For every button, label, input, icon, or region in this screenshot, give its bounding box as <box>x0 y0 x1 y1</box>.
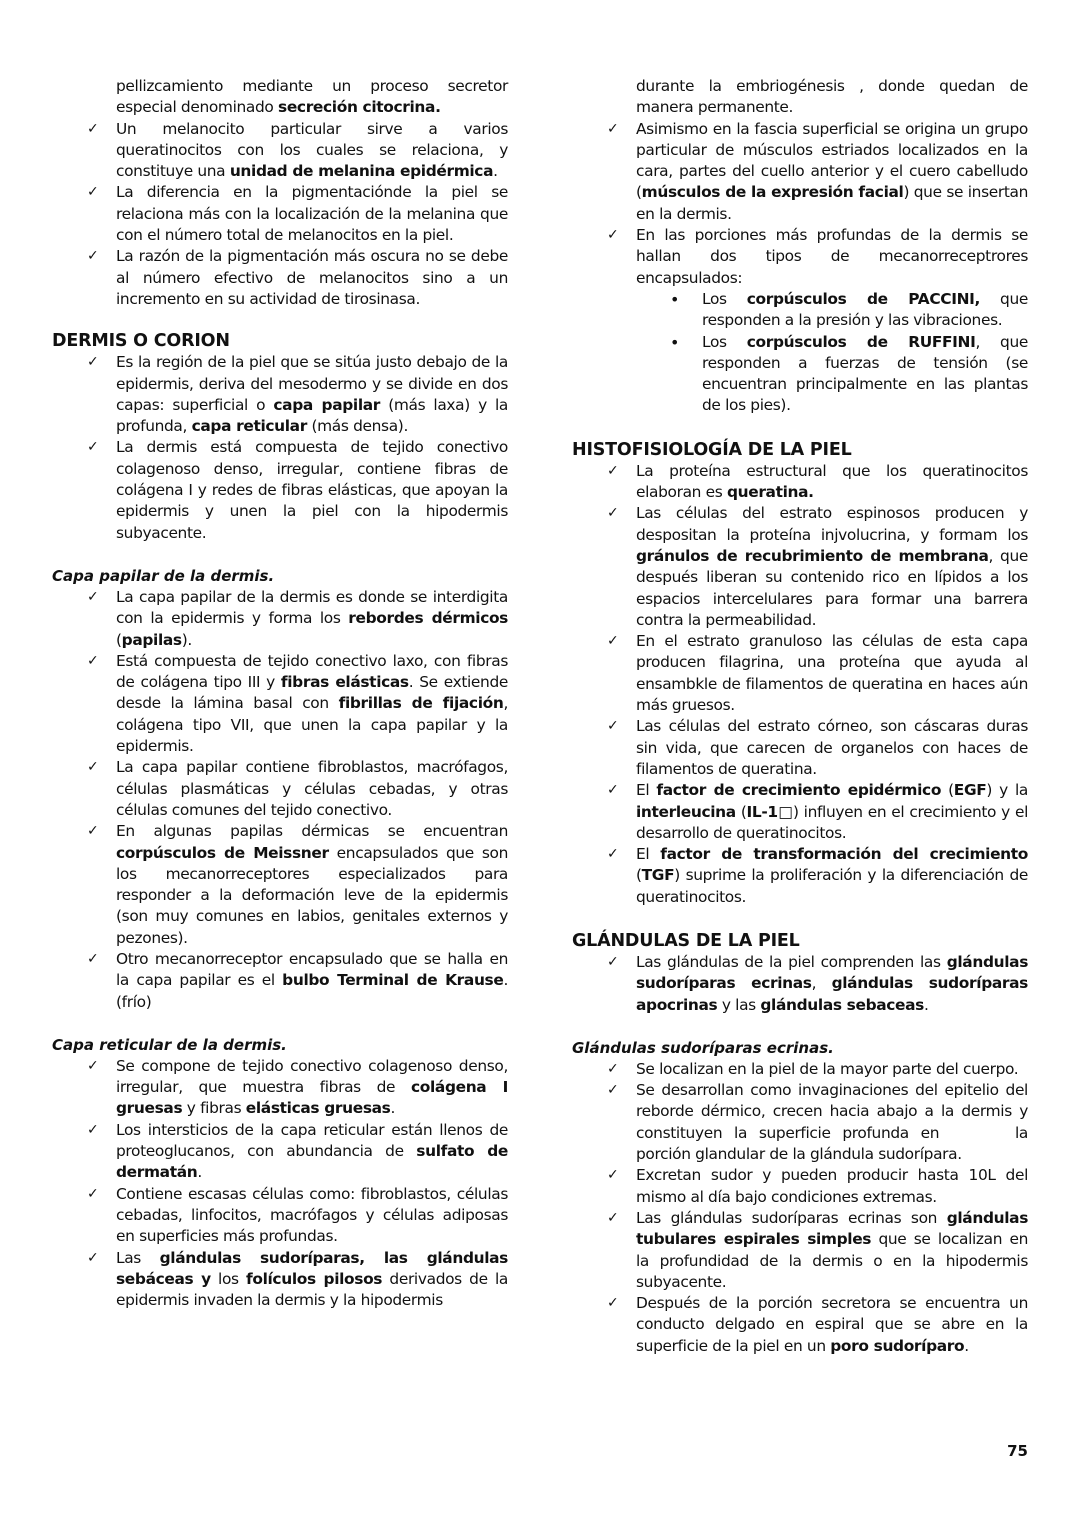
histofisiologia-list <box>572 461 1028 908</box>
text-run: . <box>924 995 929 1014</box>
text-run: ( <box>941 781 954 800</box>
bullet-item <box>702 289 1028 332</box>
text-run: Los intersticios de la capa reticular están llenos de proteoglucanos, con abundancia de <box>116 1120 508 1161</box>
checklist-item <box>116 182 508 246</box>
text-run: derivados de la epidermis invaden la dermis y la hipodermis <box>116 1269 508 1310</box>
bold-text: músculos de la expresión facial <box>641 183 904 202</box>
text-run: ( <box>116 630 122 649</box>
checklist-item <box>116 1248 508 1312</box>
text-run: y fibras <box>182 1099 246 1118</box>
bold-text: corpúsculos de Meissner <box>116 843 329 862</box>
text-run: La dermis está compuesta de tejido conectivo colagenoso denso, irregular, contiene fibras de colágena I y redes de fibras elásticas, que apoyan la epidermis y unen la piel con la hipodermis subyacente. <box>116 438 508 542</box>
bold-text: glándulas sebaceas <box>760 995 924 1014</box>
bold-text: gránulos de recubrimiento de membrana <box>636 546 989 565</box>
bold-text: corpúsculos de PACCINI, <box>746 289 980 308</box>
text-run: ( <box>735 802 747 821</box>
text-run: que se localizan en la profundidad de la dermis o en la hipodermis subyacente. <box>636 1230 1028 1291</box>
checklist-item <box>636 844 1028 908</box>
intro-list-left <box>52 76 508 310</box>
text-run: Se localizan en la piel de la mayor parte del cuerpo. <box>636 1059 1019 1078</box>
text-run: En las porciones más profundas de la dermis se hallan dos tipos de mecanorreceptrores encapsulados: <box>636 226 1028 287</box>
checklist-item <box>636 225 1028 289</box>
text-run: (más laxa) y la profunda, <box>116 395 508 436</box>
ecrinas-list <box>572 1059 1028 1357</box>
right-column <box>572 76 1028 1357</box>
checklist-item <box>116 352 508 437</box>
intro-list-right <box>572 76 1028 289</box>
bold-text: poro sudoríparo <box>830 1336 965 1355</box>
text-run: Contiene escasas células como: fibroblastos, células cebadas, linfocitos, macrófagos y células adiposas en superficies más profundas. <box>116 1184 508 1246</box>
bold-text: colágena I gruesas <box>116 1078 508 1118</box>
text-run: durante la embriogénesis , donde quedan de manera permanente. <box>636 77 1028 117</box>
page-number: 75 <box>1007 1442 1028 1460</box>
glandulas-list <box>572 952 1028 1016</box>
text-run: encapsulados que son los mecanorreceptores especializados para responder a la deformación leve de la epidermis (son muy comunes en labios, genitales externos y pezones). <box>116 843 508 947</box>
text-run: El <box>636 781 657 800</box>
checklist-item <box>636 1293 1028 1357</box>
text-run: Asimismo en la fascia superficial se origina un grupo particular de músculos estriados localizados en la cara, partes del cuello anterior y el cuero cabelludo ( <box>636 119 1028 202</box>
text-run: Después de la porción secretora se encuentra un conducto delgado en espiral que se abre en la superficie de la piel en un <box>636 1294 1028 1355</box>
checklist-item <box>116 821 508 949</box>
checklist-item <box>636 1165 1028 1208</box>
checklist-item <box>636 1059 1028 1080</box>
checklist-item <box>116 949 508 1013</box>
bold-text: folículos pilosos <box>246 1269 383 1288</box>
text-run: Excretan sudor y pueden producir hasta 10L del mismo al día bajo condiciones extremas. <box>636 1166 1028 1206</box>
bold-text: rebordes dérmicos <box>348 609 508 628</box>
left-column <box>52 76 508 1311</box>
text-run: . <box>964 1336 969 1355</box>
text-run: Se desarrollan como invaginaciones del epitelio del reborde dérmico, crecen hacia abajo a la dermis y constituyen la superficie profunda en <box>636 1081 1028 1142</box>
text-run: La proteína estructural que los queratinocitos elaboran es <box>636 461 1028 502</box>
text-run: . <box>197 1163 202 1182</box>
subheading-glandulas-ecrinas: Glándulas sudoríparas ecrinas. <box>572 1038 834 1057</box>
checklist-item <box>116 1184 508 1248</box>
text-run: Es la región de la piel que se sitúa justo debajo de la epidermis, deriva del mesodermo y se divide en dos capas: superficial o <box>116 353 508 414</box>
bold-text: fibrillas de fijación <box>338 694 504 713</box>
bold-text: fibras elásticas <box>280 673 409 692</box>
text-run: Las células del estrato córneo, son cáscaras duras sin vida, que carecen de organelos con haces de filamentos de queratina. <box>636 717 1028 778</box>
bold-text: interleucina <box>636 802 736 821</box>
checklist-item <box>636 461 1028 504</box>
checklist-item <box>116 651 508 757</box>
text-run: Las <box>116 1248 160 1267</box>
text-run: El <box>636 845 661 864</box>
bold-text: EGF <box>953 781 987 800</box>
subheading-capa-papilar: Capa papilar de la dermis. <box>52 566 275 585</box>
checklist-item <box>636 716 1028 780</box>
checklist-item <box>116 246 508 310</box>
bold-text: factor de transformación del crecimiento <box>660 845 1028 864</box>
section-heading-glandulas: GLÁNDULAS DE LA PIEL <box>572 930 800 951</box>
checklist-item <box>116 76 508 119</box>
bold-text: glándulas sudoríparas ecrinas <box>636 952 1028 993</box>
text-run: . <box>493 162 498 181</box>
text-run: La capa papilar contiene fibroblastos, macrófagos, células plasmáticas y células cebadas, y otras células comunes del tejido conectivo. <box>116 758 508 819</box>
bold-text: capa reticular <box>191 417 307 436</box>
text-run: , colágena tipo VII, que unen la capa papilar y la epidermis. <box>116 694 508 756</box>
subheading-capa-reticular: Capa reticular de la dermis. <box>52 1035 287 1054</box>
bold-text: secreción citocrina. <box>278 98 441 117</box>
checklist-item <box>116 1056 508 1120</box>
text-run: ) influyen en el crecimiento y el desarrollo de queratinocitos. <box>636 802 1028 842</box>
text-run: y las <box>717 995 761 1014</box>
checklist-item <box>116 1120 508 1184</box>
checklist-item <box>116 437 508 543</box>
checklist-item <box>636 631 1028 716</box>
text-run: , <box>811 974 832 993</box>
text-run: ) suprime la proliferación y la diferenciación de queratinocitos. <box>636 866 1028 906</box>
bold-text: unidad de melanina epidérmica <box>229 162 494 181</box>
bold-text: TGF <box>641 866 675 885</box>
checklist-item <box>636 780 1028 844</box>
text-run: Las células del estrato espinosos producen y despositan la proteína injvolucrina, y formam los <box>636 504 1028 544</box>
text-run: En el estrato granuloso las células de esta capa producen filagrina, una proteína que ayuda al ensambkle de filamentos de queratina en haces aún más gruesos. <box>636 632 1028 715</box>
text-run: Las glándulas de la piel comprenden las <box>636 952 947 971</box>
bold-text: bulbo Terminal de Krause <box>282 971 504 990</box>
bold-text: capa papilar <box>273 395 381 414</box>
reticular-list <box>52 1056 508 1312</box>
checklist-item <box>636 119 1028 225</box>
bold-text: glándulas tubulares espirales simples <box>636 1208 1028 1249</box>
checklist-item <box>636 1208 1028 1293</box>
text-run: ) y la <box>986 781 1029 800</box>
section-heading-dermis: DERMIS O CORION <box>52 331 230 352</box>
text-run <box>951 1123 1015 1144</box>
text-run: los <box>210 1269 247 1288</box>
text-run: ). <box>181 630 192 649</box>
text-run: ( <box>636 866 642 885</box>
bold-text: queratina. <box>726 483 814 502</box>
dermis-list <box>52 352 508 544</box>
papilar-list <box>52 587 508 1013</box>
bold-text: elásticas gruesas <box>245 1099 391 1118</box>
text-run: . (frío) <box>116 971 509 1011</box>
bold-text: corpúsculos de RUFFINI <box>746 332 976 351</box>
bold-text: papilas <box>121 630 182 649</box>
text-run: Un melanocito particular sirve a varios queratinocitos con los cuales se relaciona, y constituye una <box>116 119 508 181</box>
text-run: Los <box>702 332 747 351</box>
checklist-item <box>636 952 1028 1016</box>
text-run: Otro mecanorreceptor encapsulado que se halla en la capa papilar es el <box>116 949 508 990</box>
bullet-item <box>702 332 1028 417</box>
text-run: . Se extiende desde la lámina basal con <box>116 673 508 713</box>
text-run: ) que se insertan en la dermis. <box>636 183 1029 223</box>
bold-text: sulfato de dermatán <box>116 1142 509 1182</box>
text-run: Las glándulas sudoríparas ecrinas son <box>636 1208 947 1227</box>
section-heading-histofisiologia: HISTOFISIOLOGÍA DE LA PIEL <box>572 439 852 460</box>
text-run: que responden a la presión y las vibraciones. <box>702 289 1029 330</box>
text-run: La razón de la pigmentación más oscura no se debe al número efectivo de melanocitos sino a un incremento en su actividad de tirosinasa. <box>116 247 508 308</box>
checklist-item <box>116 757 508 821</box>
text-run: pellizcamiento mediante un proceso secretor especial denominado <box>116 77 508 117</box>
checklist-item <box>636 503 1028 631</box>
checklist-item <box>116 587 508 651</box>
text-run: Los <box>702 289 747 308</box>
text-run: , que responden a fuerzas de tensión (se encuentran principalmente en las plantas de los pies). <box>702 332 1029 415</box>
checklist-item <box>636 1080 1028 1165</box>
text-run: La capa papilar de la dermis es donde se interdigita con la epidermis y forma los <box>116 587 508 628</box>
text-run: , que después liberan su contenido rico en lípidos a los espacios intercelulares para formar una barrera contra la permeabilidad. <box>636 546 1028 629</box>
bold-text: glándulas sudoríparas apocrinas <box>636 974 1028 1014</box>
checklist-item <box>636 76 1028 119</box>
bold-text: IL-1□ <box>746 802 793 821</box>
text-run: (más densa). <box>306 417 408 436</box>
bold-text: factor de crecimiento epidérmico <box>656 781 942 800</box>
text-run: . <box>390 1099 396 1118</box>
text-run: En algunas papilas dérmicas se encuentran <box>116 822 508 841</box>
text-run: La diferencia en la pigmentacióndе la piel se relaciona más con la localización de la melanina que con el número total de melanocitos en la piel. <box>116 183 508 245</box>
bold-text: glándulas sudoríparas, las glándulas sebáceas y <box>116 1248 508 1288</box>
text-run: Se compone de tejido conectivo colagenoso denso, irregular, que muestra fibras de <box>116 1056 508 1097</box>
mechanoreceptor-bullet-list <box>572 289 1028 417</box>
text-run: la porción glandular de la glándula sudorípara. <box>636 1123 1028 1164</box>
checklist-item <box>116 119 508 183</box>
text-run: Está compuesta de tejido conectivo laxo, con fibras de colágena tipo III y <box>116 651 508 692</box>
